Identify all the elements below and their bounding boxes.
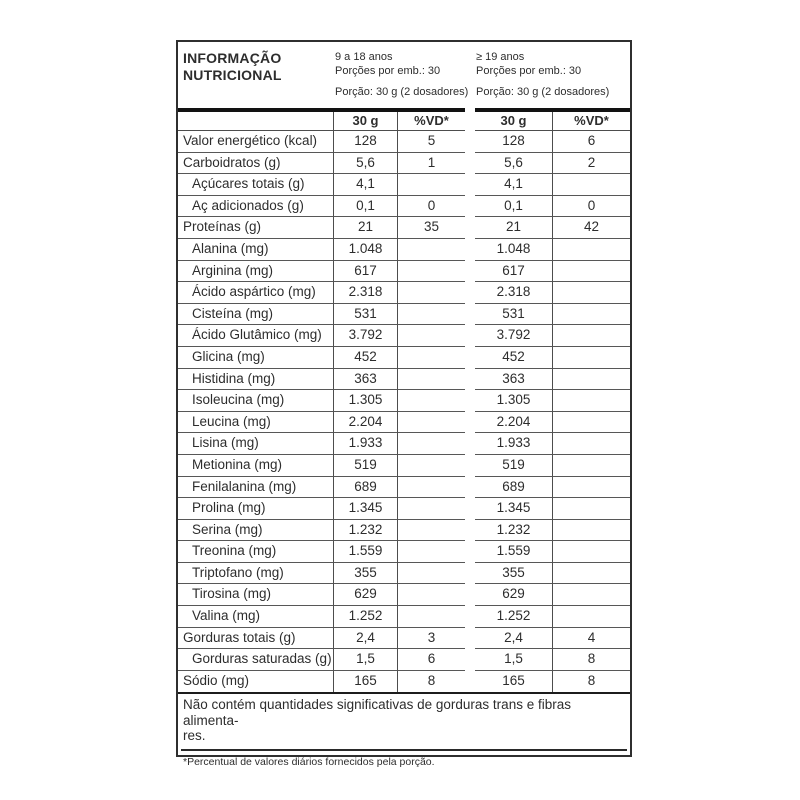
nutrient-label: Metionina (mg) xyxy=(178,455,333,477)
table-row xyxy=(178,131,630,153)
column-gap xyxy=(465,563,475,585)
nutrient-label: Carboidratos (g) xyxy=(178,153,333,175)
vd-cell-19plus: 6 xyxy=(552,131,630,153)
column-gap xyxy=(465,412,475,434)
table-row xyxy=(178,325,630,347)
qty-cell-19plus: 629 xyxy=(475,584,552,606)
qty-cell-9-18: 452 xyxy=(333,347,397,369)
column-gap xyxy=(465,174,475,196)
vd-cell-19plus xyxy=(552,390,630,412)
qty-cell-19plus: 355 xyxy=(475,563,552,585)
nutrient-label: Gorduras saturadas (g) xyxy=(178,649,333,671)
vd-cell-9-18 xyxy=(397,261,465,283)
daily-values-footnote: *Percentual de valores diários fornecidos pela porção. xyxy=(183,755,435,768)
table-row xyxy=(178,455,630,477)
qty-cell-9-18: 21 xyxy=(333,217,397,239)
table-row xyxy=(178,347,630,369)
nutrient-label: Lisina (mg) xyxy=(178,433,333,455)
vd-cell-9-18 xyxy=(397,498,465,520)
nutrient-label: Serina (mg) xyxy=(178,520,333,542)
group-portion: Porção: 30 g (2 dosadores) xyxy=(476,86,610,98)
group-servings: Porções por emb.: 30 xyxy=(476,65,582,77)
vd-cell-9-18 xyxy=(397,239,465,261)
group-header-9-18 xyxy=(333,42,469,108)
column-gap xyxy=(465,606,475,628)
vd-cell-19plus: 42 xyxy=(552,217,630,239)
nutrient-label: Sódio (mg) xyxy=(183,672,250,688)
vd-cell-9-18: 5 xyxy=(397,131,465,153)
table-row xyxy=(178,239,630,261)
column-gap xyxy=(465,261,475,283)
qty-cell-9-18: 128 xyxy=(333,131,397,153)
qty-cell-9-18: 1.345 xyxy=(333,498,397,520)
column-gap xyxy=(465,649,475,671)
vd-cell-9-18 xyxy=(397,347,465,369)
group-age: 9 a 18 anos xyxy=(335,51,393,63)
column-gap xyxy=(465,369,475,391)
qty-cell-19plus: 689 xyxy=(475,477,552,499)
column-gap xyxy=(465,390,475,412)
column-gap xyxy=(465,196,475,218)
vd-cell-9-18: 0 xyxy=(397,196,465,218)
qty-cell-19plus: 21 xyxy=(475,217,552,239)
column-gap xyxy=(465,217,475,239)
nutrient-label: Treonina (mg) xyxy=(178,541,333,563)
table-row xyxy=(178,671,630,693)
vd-cell-9-18 xyxy=(397,390,465,412)
nutrient-label: Ácido aspártico (mg) xyxy=(178,282,333,304)
qty-cell-9-18: 1,5 xyxy=(333,649,397,671)
column-header-qty-19plus: 30 g xyxy=(475,112,552,131)
vd-cell-19plus xyxy=(552,412,630,434)
column-gap xyxy=(465,153,475,175)
vd-cell-19plus xyxy=(552,520,630,542)
vd-cell-9-18 xyxy=(397,563,465,585)
vd-cell-9-18 xyxy=(397,520,465,542)
qty-cell-19plus: 3.792 xyxy=(475,325,552,347)
vd-cell-19plus: 0 xyxy=(552,196,630,218)
group-portion: Porção: 30 g (2 dosadores) xyxy=(335,86,469,98)
nutrient-label: Gorduras totais (g) xyxy=(178,628,333,650)
qty-cell-9-18: 363 xyxy=(333,369,397,391)
vd-cell-9-18 xyxy=(397,304,465,326)
vd-cell-9-18: 8 xyxy=(397,671,465,693)
nutrition-facts-label xyxy=(176,40,632,768)
vd-cell-19plus xyxy=(552,563,630,585)
qty-cell-9-18: 2.204 xyxy=(333,412,397,434)
nutrient-label: Valor energético (kcal) xyxy=(178,131,333,153)
qty-cell-19plus: 1,5 xyxy=(475,649,552,671)
qty-cell-19plus: 363 xyxy=(475,369,552,391)
vd-cell-19plus: 4 xyxy=(552,628,630,650)
qty-cell-9-18: 0,1 xyxy=(333,196,397,218)
nutrient-label: Cisteína (mg) xyxy=(178,304,333,326)
qty-cell-9-18: 355 xyxy=(333,563,397,585)
vd-cell-19plus: 8 xyxy=(552,649,630,671)
qty-cell-9-18: 1.048 xyxy=(333,239,397,261)
qty-cell-9-18: 5,6 xyxy=(333,153,397,175)
table-row xyxy=(178,477,630,499)
table-row xyxy=(178,282,630,304)
vd-cell-19plus xyxy=(552,584,630,606)
column-gap xyxy=(465,628,475,650)
column-gap xyxy=(465,671,475,693)
table-row xyxy=(178,520,630,542)
nutrient-label: Fenilalanina (mg) xyxy=(178,477,333,499)
column-gap xyxy=(465,347,475,369)
column-gap xyxy=(465,131,475,153)
qty-cell-9-18: 617 xyxy=(333,261,397,283)
nutrient-label: Isoleucina (mg) xyxy=(178,390,333,412)
vd-cell-19plus xyxy=(552,347,630,369)
vd-cell-19plus xyxy=(552,455,630,477)
qty-cell-19plus: 1.305 xyxy=(475,390,552,412)
column-gap xyxy=(465,520,475,542)
table-row xyxy=(178,498,630,520)
vd-cell-9-18 xyxy=(397,606,465,628)
nutrient-label: Aç adicionados (g) xyxy=(178,196,333,218)
nutrient-label: Açúcares totais (g) xyxy=(178,174,333,196)
table-row xyxy=(178,541,630,563)
qty-cell-9-18: 519 xyxy=(333,455,397,477)
group-servings: Porções por emb.: 30 xyxy=(335,65,441,77)
qty-cell-9-18: 1.305 xyxy=(333,390,397,412)
qty-cell-19plus: 2.318 xyxy=(475,282,552,304)
qty-cell-19plus: 0,1 xyxy=(475,196,552,218)
vd-cell-9-18 xyxy=(397,412,465,434)
qty-cell-19plus: 2,4 xyxy=(475,628,552,650)
table-row xyxy=(178,433,630,455)
qty-cell-9-18: 3.792 xyxy=(333,325,397,347)
vd-cell-9-18 xyxy=(397,541,465,563)
qty-cell-9-18: 1.933 xyxy=(333,433,397,455)
vd-cell-9-18 xyxy=(397,433,465,455)
nutrient-label: Tirosina (mg) xyxy=(178,584,333,606)
group-header-19plus xyxy=(475,42,630,108)
qty-cell-9-18: 4,1 xyxy=(333,174,397,196)
nutrient-label: Proteínas (g) xyxy=(178,217,333,239)
qty-cell-19plus: 1.252 xyxy=(475,606,552,628)
vd-cell-9-18 xyxy=(397,174,465,196)
nutrient-label: Alanina (mg) xyxy=(178,239,333,261)
vd-cell-19plus: 2 xyxy=(552,153,630,175)
label-header xyxy=(178,42,630,108)
qty-cell-9-18: 2.318 xyxy=(333,282,397,304)
nutrient-label: Triptofano (mg) xyxy=(178,563,333,585)
vd-cell-9-18 xyxy=(397,584,465,606)
table-row xyxy=(178,390,630,412)
no-significant-amounts-note: Não contém quantidades significativas de gorduras trans e fibras alimenta- res. xyxy=(183,697,571,744)
column-header-vd-9-18: %VD* xyxy=(397,112,465,131)
nutrient-label: Ácido Glutâmico (mg) xyxy=(178,325,333,347)
column-gap xyxy=(465,112,475,131)
qty-cell-9-18: 1.252 xyxy=(333,606,397,628)
group-age: ≥ 19 anos xyxy=(476,51,525,63)
column-gap xyxy=(465,282,475,304)
vd-cell-9-18: 35 xyxy=(397,217,465,239)
qty-cell-19plus: 519 xyxy=(475,455,552,477)
qty-cell-19plus: 1.048 xyxy=(475,239,552,261)
qty-cell-9-18: 165 xyxy=(333,671,397,693)
column-gap xyxy=(465,477,475,499)
nutrient-label: Arginina (mg) xyxy=(178,261,333,283)
column-header-empty xyxy=(178,112,333,131)
table-row xyxy=(178,196,630,218)
qty-cell-19plus: 165 xyxy=(502,672,525,688)
vd-cell-19plus xyxy=(552,498,630,520)
vd-cell-9-18: 1 xyxy=(397,153,465,175)
vd-cell-9-18 xyxy=(397,477,465,499)
column-header-vd-19plus: %VD* xyxy=(552,112,630,131)
vd-cell-19plus xyxy=(552,325,630,347)
table-row xyxy=(178,412,630,434)
qty-cell-19plus: 531 xyxy=(475,304,552,326)
column-gap xyxy=(465,433,475,455)
vd-cell-9-18 xyxy=(397,282,465,304)
vd-cell-19plus: 8 xyxy=(552,671,630,693)
qty-cell-19plus: 1.232 xyxy=(475,520,552,542)
qty-cell-19plus: 5,6 xyxy=(475,153,552,175)
qty-cell-19plus: 4,1 xyxy=(475,174,552,196)
qty-cell-19plus: 128 xyxy=(475,131,552,153)
vd-cell-19plus xyxy=(552,282,630,304)
table-row xyxy=(178,304,630,326)
vd-cell-19plus xyxy=(552,541,630,563)
qty-cell-19plus: 617 xyxy=(475,261,552,283)
qty-cell-19plus: 1.345 xyxy=(475,498,552,520)
table-row xyxy=(178,628,630,650)
vd-cell-9-18: 6 xyxy=(397,649,465,671)
vd-cell-9-18 xyxy=(397,455,465,477)
nutrition-title: INFORMAÇÃO NUTRICIONAL xyxy=(183,50,282,83)
vd-cell-19plus xyxy=(552,239,630,261)
nutrient-label: Prolina (mg) xyxy=(178,498,333,520)
qty-cell-19plus: 1.933 xyxy=(475,433,552,455)
nutrient-rows xyxy=(178,131,630,692)
nutrient-label: Valina (mg) xyxy=(178,606,333,628)
qty-cell-9-18: 1.559 xyxy=(333,541,397,563)
vd-cell-19plus xyxy=(552,261,630,283)
column-gap xyxy=(465,541,475,563)
nutrient-label: Leucina (mg) xyxy=(178,412,333,434)
qty-cell-9-18: 1.232 xyxy=(333,520,397,542)
nutrient-label: Glicina (mg) xyxy=(178,347,333,369)
table-row xyxy=(178,261,630,283)
table-row xyxy=(178,584,630,606)
vd-cell-19plus xyxy=(552,304,630,326)
vd-cell-9-18 xyxy=(397,325,465,347)
vd-cell-19plus xyxy=(552,174,630,196)
vd-cell-9-18 xyxy=(397,369,465,391)
vd-cell-19plus xyxy=(552,433,630,455)
qty-cell-9-18: 2,4 xyxy=(333,628,397,650)
table-row xyxy=(178,153,630,175)
column-header-qty-9-18: 30 g xyxy=(333,112,397,131)
column-gap xyxy=(465,325,475,347)
table-row xyxy=(178,369,630,391)
vd-cell-19plus xyxy=(552,606,630,628)
column-header-row xyxy=(178,112,630,131)
qty-cell-9-18: 629 xyxy=(333,584,397,606)
qty-cell-9-18: 689 xyxy=(333,477,397,499)
table-row xyxy=(178,217,630,239)
table-row xyxy=(178,563,630,585)
vd-cell-19plus xyxy=(552,369,630,391)
table-row xyxy=(178,174,630,196)
vd-cell-19plus xyxy=(552,477,630,499)
nutrient-label: Histidina (mg) xyxy=(178,369,333,391)
column-gap xyxy=(465,584,475,606)
vd-cell-9-18: 3 xyxy=(397,628,465,650)
qty-cell-9-18: 531 xyxy=(333,304,397,326)
table-row xyxy=(178,606,630,628)
column-gap xyxy=(465,498,475,520)
column-gap xyxy=(465,455,475,477)
qty-cell-19plus: 2.204 xyxy=(475,412,552,434)
column-gap xyxy=(465,304,475,326)
qty-cell-19plus: 452 xyxy=(475,347,552,369)
column-gap xyxy=(465,239,475,261)
qty-cell-19plus: 1.559 xyxy=(475,541,552,563)
table-row xyxy=(178,649,630,671)
